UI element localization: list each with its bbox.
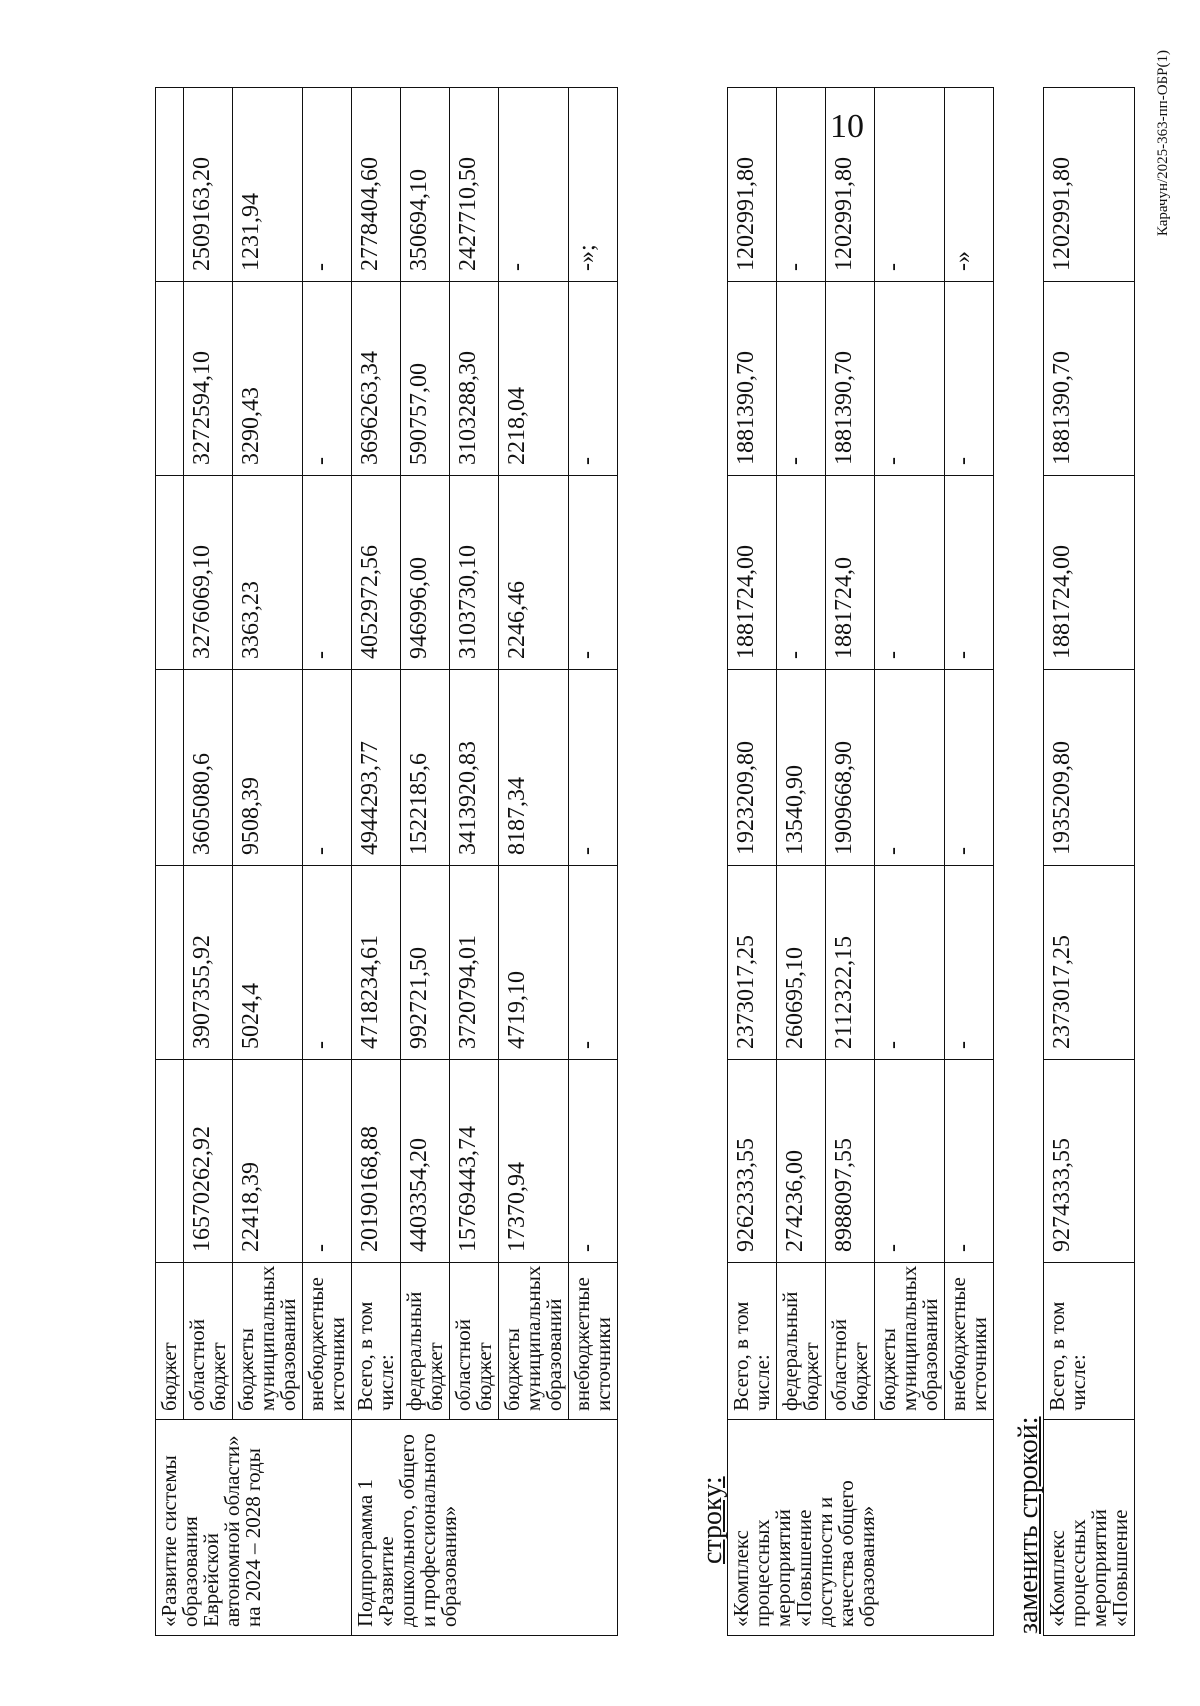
value-cell: - (945, 476, 994, 670)
value-cell: - (303, 88, 352, 282)
value-cell: - (945, 670, 994, 866)
value-cell: 1881724,0 (826, 476, 875, 670)
value-cell: - (945, 866, 994, 1060)
source-cell: Всего, в том числе: (728, 1263, 777, 1420)
value-cell: 3103288,30 (450, 282, 499, 476)
value-cell: - (875, 476, 945, 670)
table-row (777, 88, 826, 1636)
source-cell: Всего, в том числе: (1044, 1263, 1135, 1420)
value-cell: 3720794,01 (450, 866, 499, 1060)
value-cell: 1202991,80 (728, 88, 777, 282)
value-cell (156, 866, 184, 1060)
value-cell: - (569, 476, 618, 670)
value-cell: 13540,90 (777, 670, 826, 866)
source-cell: федеральный бюджет (777, 1263, 826, 1420)
page-number: 10 (830, 108, 864, 145)
table-row (450, 88, 499, 1636)
source-cell: внебюджетные источники (945, 1263, 994, 1420)
first-table (155, 87, 618, 1636)
value-cell: 15769443,74 (450, 1060, 499, 1263)
value-cell: - (303, 670, 352, 866)
table-row (569, 88, 618, 1636)
value-cell: 17370,94 (499, 1060, 569, 1263)
value-cell: - (875, 282, 945, 476)
table-row (1044, 88, 1135, 1636)
value-cell: 3413920,83 (450, 670, 499, 866)
value-cell: 9508,39 (233, 670, 303, 866)
value-cell: - (569, 866, 618, 1060)
value-cell: - (303, 1060, 352, 1263)
value-cell: 2778404,60 (352, 88, 401, 282)
value-cell: - (777, 282, 826, 476)
third-table (1043, 87, 1135, 1636)
program-name-cell: «Развитие системы образования Еврейской автономной области» на 2024 – 2028 годы (156, 1420, 352, 1636)
value-cell: 350694,10 (401, 88, 450, 282)
value-cell: 274236,00 (777, 1060, 826, 1263)
value-cell: 2373017,25 (728, 866, 777, 1060)
value-cell: - (777, 476, 826, 670)
value-cell: 1923209,80 (728, 670, 777, 866)
value-cell: 9262333,55 (728, 1060, 777, 1263)
table-row (875, 88, 945, 1636)
value-cell: 1881724,00 (728, 476, 777, 670)
value-cell: 1881390,70 (1044, 282, 1135, 476)
table-row (352, 88, 401, 1636)
value-cell: 3290,43 (233, 282, 303, 476)
second-table-block (727, 88, 994, 1636)
value-cell: 2246,46 (499, 476, 569, 670)
first-table-block (155, 88, 618, 1636)
value-cell: 3103730,10 (450, 476, 499, 670)
value-cell: - (569, 282, 618, 476)
value-cell: 2373017,25 (1044, 866, 1135, 1060)
value-cell: - (875, 866, 945, 1060)
source-cell: федеральный бюджет (401, 1263, 450, 1420)
table-row (499, 88, 569, 1636)
table-row (156, 88, 184, 1636)
source-cell: областной бюджет (450, 1263, 499, 1420)
value-cell: 4052972,56 (352, 476, 401, 670)
value-cell: 1935209,80 (1044, 670, 1135, 866)
value-cell: 4944293,77 (352, 670, 401, 866)
value-cell: 22418,39 (233, 1060, 303, 1263)
value-cell: 3272594,10 (184, 282, 233, 476)
complex-name-cell: «Комплекс процессных мероприятий «Повышение (1044, 1420, 1135, 1636)
label-zamenit: заменить строкой: (1013, 1416, 1044, 1634)
value-cell: 8988097,55 (826, 1060, 875, 1263)
value-cell (156, 476, 184, 670)
source-cell: бюджеты муниципальных образований (499, 1263, 569, 1420)
subprogram-name-cell: Подпрограмма 1 «Развитие дошкольного, общего и профессионального образования» (352, 1420, 618, 1636)
value-cell (156, 1060, 184, 1263)
second-table (727, 87, 994, 1636)
value-cell: 1881724,00 (1044, 476, 1135, 670)
source-cell: областной бюджет (826, 1263, 875, 1420)
value-cell: -»; (569, 88, 618, 282)
value-cell: 8187,34 (499, 670, 569, 866)
value-cell: 3276069,10 (184, 476, 233, 670)
value-cell: - (875, 670, 945, 866)
value-cell: 3696263,34 (352, 282, 401, 476)
source-cell: Всего, в том числе: (352, 1263, 401, 1420)
third-table-block (1043, 88, 1135, 1636)
value-cell: - (777, 88, 826, 282)
source-cell: бюджеты муниципальных образований (233, 1263, 303, 1420)
source-cell: внебюджетные источники (303, 1263, 352, 1420)
value-cell: 3363,23 (233, 476, 303, 670)
value-cell: 3907355,92 (184, 866, 233, 1060)
value-cell (156, 282, 184, 476)
table-row (945, 88, 994, 1636)
value-cell (156, 88, 184, 282)
value-cell: 992721,50 (401, 866, 450, 1060)
table-row (303, 88, 352, 1636)
value-cell: - (569, 1060, 618, 1263)
label-stroku: строку: (697, 1476, 728, 1564)
value-cell: 20190168,88 (352, 1060, 401, 1263)
value-cell: 1881390,70 (728, 282, 777, 476)
value-cell: - (303, 866, 352, 1060)
document-footer-code: Карачун/2025-363-пп-ОБР(1) (1155, 50, 1171, 237)
table-row (401, 88, 450, 1636)
value-cell: - (303, 476, 352, 670)
value-cell: - (945, 282, 994, 476)
source-cell: внебюджетные источники (569, 1263, 618, 1420)
value-cell: 1231,94 (233, 88, 303, 282)
table-row (826, 88, 875, 1636)
value-cell: 5024,4 (233, 866, 303, 1060)
value-cell: - (875, 88, 945, 282)
value-cell: 3605080,6 (184, 670, 233, 866)
source-cell: бюджеты муниципальных образований (875, 1263, 945, 1420)
value-cell: - (499, 88, 569, 282)
value-cell: 4403354,20 (401, 1060, 450, 1263)
value-cell: 1522185,6 (401, 670, 450, 866)
value-cell: 2218,04 (499, 282, 569, 476)
value-cell: 1202991,80 (1044, 88, 1135, 282)
value-cell: - (875, 1060, 945, 1263)
value-cell (156, 670, 184, 866)
value-cell: -» (945, 88, 994, 282)
source-cell: областной бюджет (184, 1263, 233, 1420)
source-cell: бюджет (156, 1263, 184, 1420)
value-cell: 1881390,70 (826, 282, 875, 476)
value-cell: 2509163,20 (184, 88, 233, 282)
value-cell: 1909668,90 (826, 670, 875, 866)
value-cell: 2112322,15 (826, 866, 875, 1060)
value-cell: 4719,10 (499, 866, 569, 1060)
value-cell: - (303, 282, 352, 476)
value-cell: 9274333,55 (1044, 1060, 1135, 1263)
table-row (184, 88, 233, 1636)
complex-name-cell: «Комплекс процессных мероприятий «Повышение доступности и качества общего образования» (728, 1420, 994, 1636)
value-cell: 260695,10 (777, 866, 826, 1060)
table-row (728, 88, 777, 1636)
value-cell: 16570262,92 (184, 1060, 233, 1263)
value-cell: 2427710,50 (450, 88, 499, 282)
value-cell: 1202991,80 (826, 88, 875, 282)
value-cell: 4718234,61 (352, 866, 401, 1060)
value-cell: - (945, 1060, 994, 1263)
value-cell: 590757,00 (401, 282, 450, 476)
table-row (233, 88, 303, 1636)
value-cell: 946996,00 (401, 476, 450, 670)
value-cell: - (569, 670, 618, 866)
